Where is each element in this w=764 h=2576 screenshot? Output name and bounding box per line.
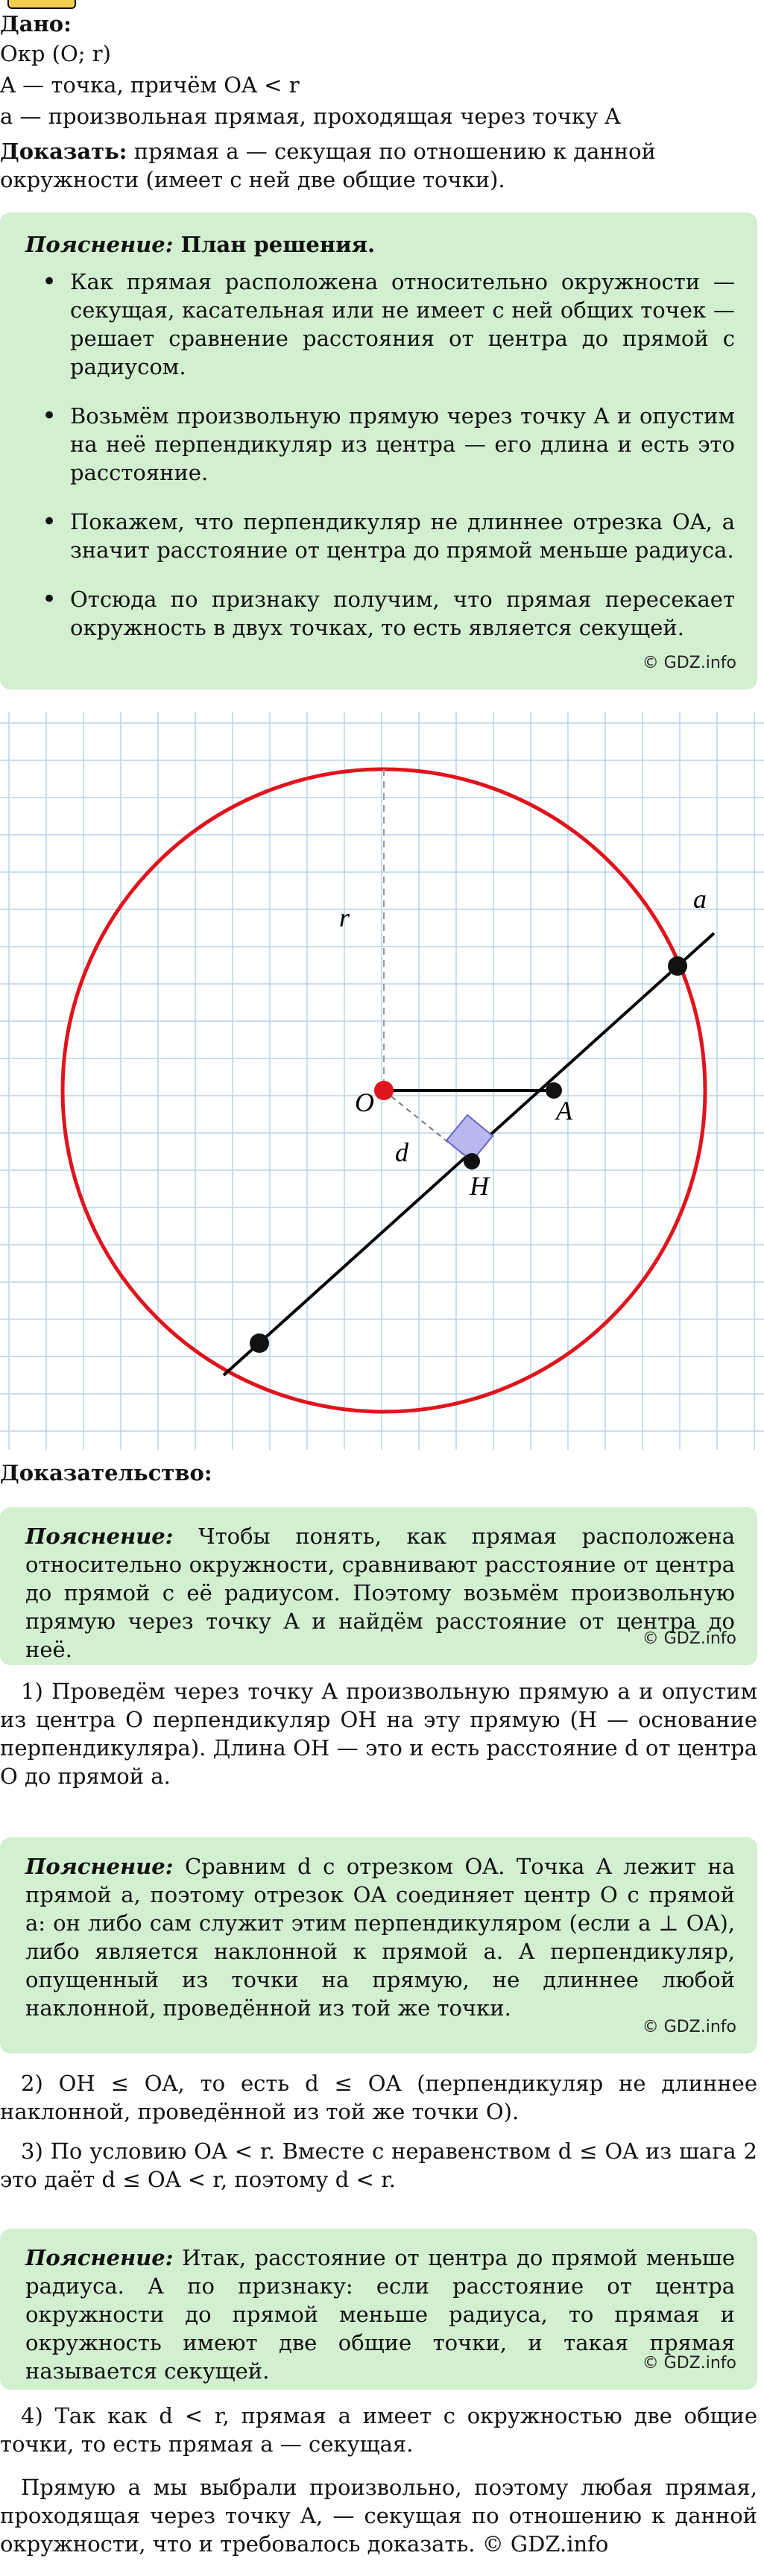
prove-text: прямая a — секущая по отношению к данной окружности (имеет с ней две общие точки).: [0, 139, 656, 192]
note-2-text: Сравним d с отрезком OA. Точка A лежит на прямой a, поэтому отрезок OA соединяет центр O с прямой a: он либо сам служит этим перпендикуляром (если a ⊥ OA), либо является наклонной к прямой a. А перпендикуляр, опущенный из точки на прямую, не длиннее любой наклонной, проведённой из той же точки.: [25, 1854, 735, 2021]
label-h: H: [470, 1171, 489, 1201]
plan-title: План решения.: [173, 232, 376, 257]
note-2-body: [25, 1852, 735, 2022]
note-3-credit: © GDZ.info: [642, 2354, 736, 2373]
label-d: d: [395, 1137, 408, 1167]
grid: [0, 712, 764, 1450]
label-a-line: a: [693, 884, 707, 914]
header-tab: [7, 0, 76, 9]
plan-label: Пояснение:: [25, 232, 174, 257]
plan-heading: [25, 230, 735, 259]
note-3-text: Итак, расстояние от центра до прямой меньше радиуса. А по признаку: если расстояние от центра окружности до прямой меньше радиуса, то прямая и окружность имеют две общие точки, и такая прямая называется секущей.: [25, 2245, 735, 2384]
note-1-label: Пояснение:: [25, 1524, 174, 1549]
plan-item: • Отсюда по признаку получим, что прямая пересекает окружность в двух точках, то есть является секущей.: [70, 585, 735, 642]
note-1-body: [25, 1522, 735, 1664]
given-label: Дано:: [0, 11, 72, 37]
label-o: O: [355, 1087, 374, 1117]
point-h: [464, 1153, 480, 1169]
step-2: 2) OH ≤ OA, то есть d ≤ OA (перпендикуляр не длиннее наклонной, проведённой из той же точки O).: [0, 2071, 757, 2124]
note-2-credit: © GDZ.info: [642, 2018, 736, 2036]
geometry-figure: [0, 712, 764, 1450]
intersection-point-1: [668, 956, 687, 976]
prove-label: Доказать:: [0, 139, 127, 164]
given-line-1: Окр (O; r): [0, 41, 111, 66]
note-3-body: [25, 2244, 735, 2385]
conclusion: Прямую a мы выбрали произвольно, поэтому любая прямая, проходящая через точку A, — секущая по отношению к данной окружности, что и требовалось доказать. © GDZ.info: [0, 2475, 757, 2557]
plan-item: • Возьмём произвольную прямую через точку A и опустим на неё перпендикуляр из центра — его длина и есть это расстояние.: [70, 402, 735, 487]
note-box-1: [0, 1507, 757, 1665]
step-1: 1) Проведём через точку A произвольную прямую a и опустим из центра O перпендикуляр OH на эту прямую (H — основание перпендикуляра). Длина OH — это и есть расстояние d от центра O до прямой a.: [0, 1679, 757, 1789]
note-3-label: Пояснение:: [25, 2245, 174, 2270]
label-r: r: [339, 903, 350, 932]
note-1-text: Чтобы понять, как прямая расположена относительно окружности, сравнивают расстояние от центра до прямой с её радиусом. Поэтому возьмём произвольную прямую через точку A и найдём расстояние от центра до неё.: [25, 1524, 735, 1662]
step-4: 4) Так как d < r, прямая a имеет с окружностью две общие точки, то есть прямая a — секущая.: [0, 2403, 757, 2457]
note-box-2: [0, 1837, 757, 2053]
note-2-label: Пояснение:: [25, 1854, 174, 1879]
plan-item: • Покажем, что перпендикуляр не длиннее отрезка OA, а значит расстояние от центра до прямой меньше радиуса.: [70, 508, 735, 564]
note-box-3: [0, 2229, 757, 2390]
intersection-point-2: [250, 1333, 269, 1353]
plan-box: [0, 212, 757, 689]
prove-statement: [0, 137, 753, 194]
given-line-2: A — точка, причём OA < r: [0, 72, 300, 98]
label-a-point: A: [556, 1096, 572, 1126]
plan-item: • Как прямая расположена относительно окружности — секущая, касательная или не имеет с ней общих точек — решает сравнение расстояния от центра до прямой с радиусом.: [70, 268, 735, 381]
note-1-credit: © GDZ.info: [642, 1629, 736, 1648]
step-3: 3) По условию OA < r. Вместе с неравенством d ≤ OA из шага 2 это даёт d ≤ OA < r, поэтому d < r.: [0, 2138, 757, 2192]
plan-list: [25, 268, 735, 642]
proof-label: Доказательство:: [0, 1460, 212, 1486]
point-o: [374, 1081, 394, 1100]
plan-credit: © GDZ.info: [642, 654, 736, 672]
given-line-3: a — произвольная прямая, проходящая через точку A: [0, 104, 621, 129]
